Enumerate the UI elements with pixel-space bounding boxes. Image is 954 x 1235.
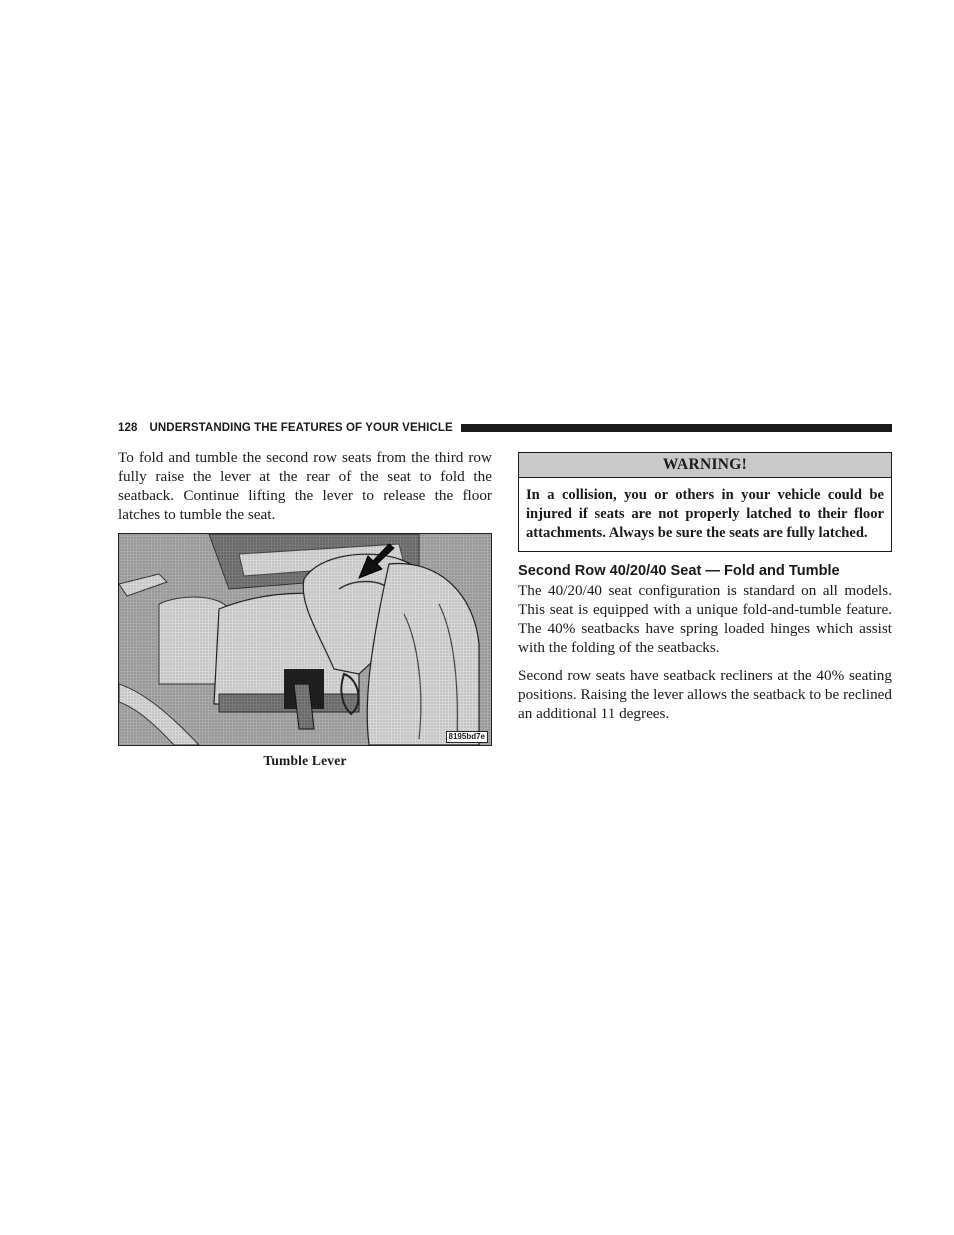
figure-code: 8195bd7e: [446, 731, 488, 743]
warning-text: In a collision, you or others in your vehicle could be injured if seats are not properly latched to their floor attachments. Always be sure the seats are fully latched.: [526, 487, 884, 541]
tumble-lever-figure: [118, 533, 492, 746]
paragraph-configuration: The 40/20/40 seat configuration is standard on all models. This seat is equipped with a unique fold-and-tumble feature. The 40% seatbacks have spring loaded hinges which assist with the folding of the seatbacks.: [518, 582, 892, 657]
chapter-title: UNDERSTANDING THE FEATURES OF YOUR VEHICLE: [149, 422, 453, 434]
right-column: [518, 452, 892, 723]
warning-box: [518, 452, 892, 552]
left-column: [118, 448, 492, 769]
header-rule: [461, 424, 892, 432]
page-header: [118, 420, 892, 436]
figure-caption: Tumble Lever: [263, 753, 347, 768]
warning-title: WARNING!: [519, 453, 891, 478]
section-heading: Second Row 40/20/40 Seat — Fold and Tumble: [518, 563, 840, 580]
paragraph-recliners: Second row seats have seatback recliners at the 40% seating positions. Raising the lever allows the seatback to be reclined an additional 11 degrees.: [518, 667, 892, 723]
seat-illustration: [119, 534, 491, 745]
intro-paragraph: To fold and tumble the second row seats from the third row fully raise the lever at the rear of the seat to fold the seatback. Continue lifting the lever to release the floor latches to tumble the seat.: [118, 449, 492, 523]
page-number: 128: [118, 422, 138, 434]
